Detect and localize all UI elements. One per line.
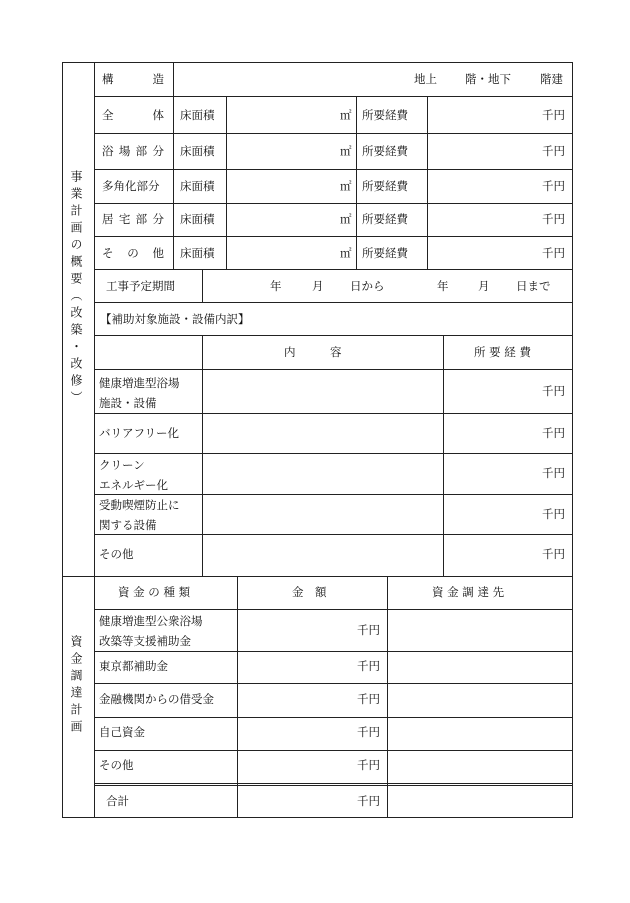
schedule-year2: 年 [437, 279, 449, 293]
schedule-month1: 月 [312, 279, 324, 293]
breakdown-header-content: 内 容 [284, 345, 342, 359]
kaidate-label: 階建 [540, 72, 563, 86]
kai-chika-label: 階・地下 [465, 72, 511, 86]
funding-header-amount: 金 額 [292, 585, 327, 599]
schedule-label: 工事予定期間 [106, 279, 175, 293]
schedule-year1: 年 [270, 279, 282, 293]
funding-header-kind: 資 金 の 種 類 [118, 585, 191, 599]
breakdown-header-cost: 所 要 経 費 [474, 345, 531, 359]
section2-vertical-label: 資金調達計画 [69, 635, 83, 737]
chijo-label: 地上 [414, 72, 437, 86]
section1-vertical-label: 事業計画の概要（改築・改修） [69, 170, 83, 408]
schedule-from: 日から [350, 279, 385, 293]
form-table: 事業計画の概要（改築・改修） 構 造 地上 階・地下 階建 全 体 床面積 ㎡ 所要経費 千円 浴 場 部 分 床面積 ㎡ 所要経費 千円 多角化部分 床面積 ㎡ 所要経費 千円 居 宅 部 分 床面積 ㎡ 所要経費 千円 そ の 他 床面積 ㎡ 所要経費 千円 工事予定期間 年 月 日から 年 月 日まで 【補助対象施設・設備内訳】 内 容 所 要 経 費 健康増進型浴場 施設・設備 千円 バリアフリー化 千円 クリーン エネルギー化 千円 受動喫煙防止に 関する設備 千円 その他 千円 資金調達計画 資 金 の 種 類 金 額 資 金 調 達 先 健康増進型公衆浴場 改築等支援補助金 千円 東京都補助金 千円 金融機関からの借受金 千円 自己資金 千円 その他 千円 合計 千円 [62, 62, 573, 818]
schedule-month2: 月 [478, 279, 490, 293]
left-column-divider [94, 62, 95, 818]
schedule-to: 日まで [516, 279, 551, 293]
breakdown-title: 【補助対象施設・設備内訳】 [100, 312, 250, 326]
funding-header-source: 資 金 調 達 先 [432, 585, 505, 599]
